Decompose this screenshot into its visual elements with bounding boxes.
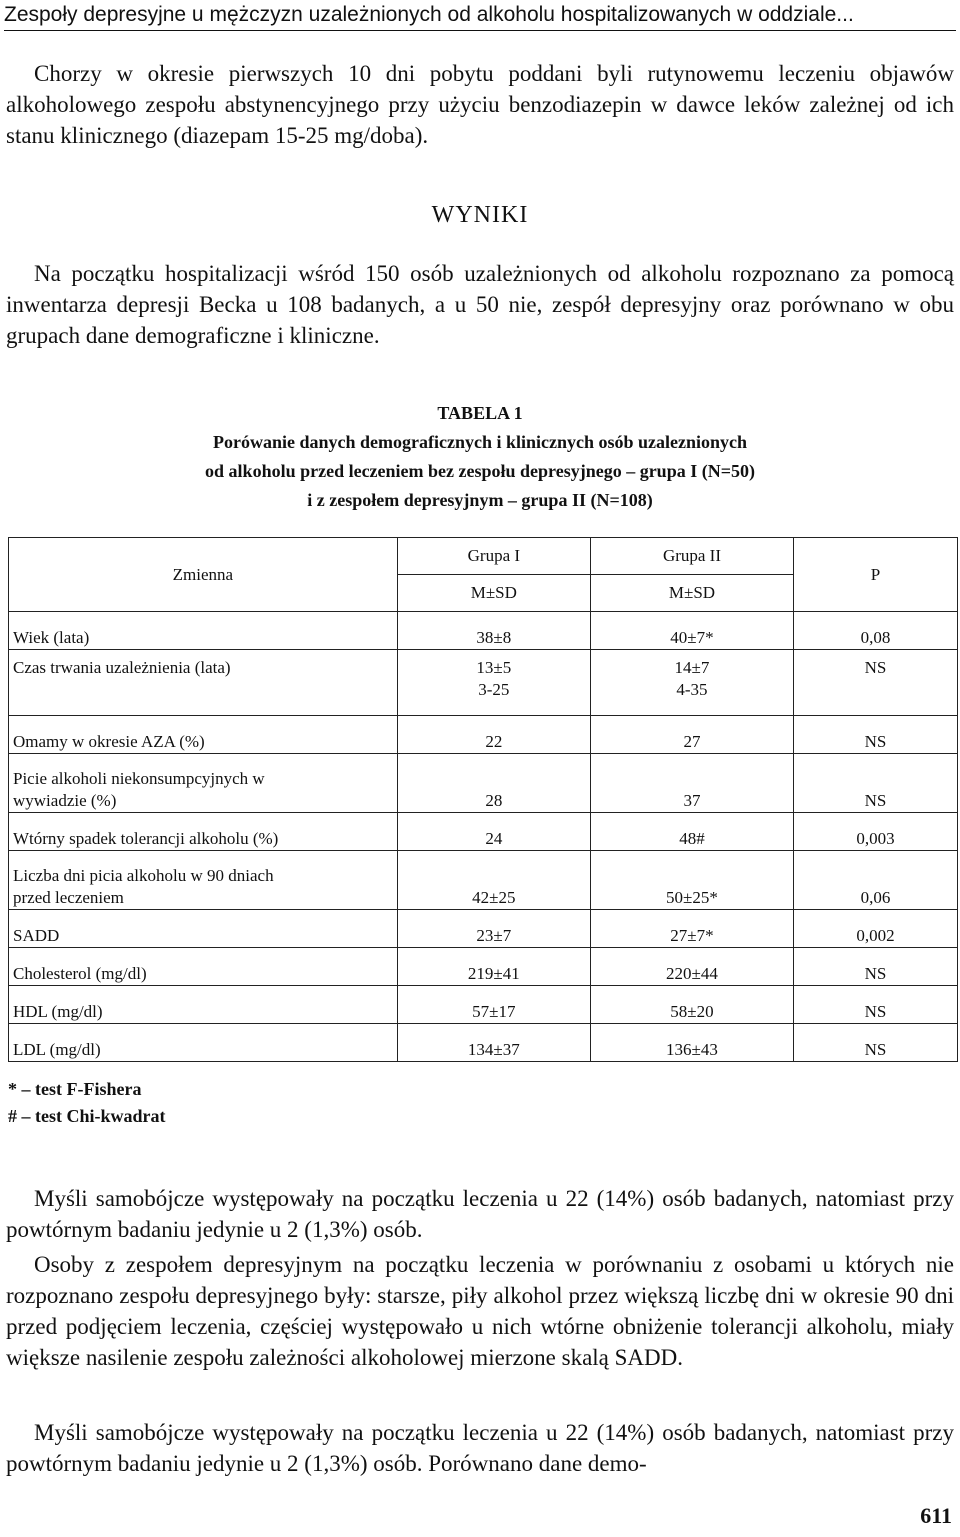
cell-group1-mean: 13±5: [476, 658, 512, 677]
cell-group2: 48#: [591, 813, 794, 851]
header-group2: Grupa II: [591, 538, 794, 575]
running-head: Zespoły depresyjne u mężczyzn uzależnionych od alkoholu hospitalizowanych w oddziale...: [4, 0, 956, 31]
table-caption-line: Porówanie danych demograficznych i klinicznych osób uzaleznionych: [212, 432, 747, 452]
cell-group2-range: 4-35: [676, 680, 708, 699]
footnote-chi-square: # – test Chi-kwadrat: [8, 1106, 166, 1126]
cell-group2: 58±20: [591, 986, 794, 1024]
cell-variable-line: przed leczeniem: [13, 888, 124, 907]
cell-group1: 23±7: [397, 910, 590, 948]
cell-p: NS: [793, 948, 957, 986]
table-row: [9, 650, 958, 716]
cell-group1: 219±41: [397, 948, 590, 986]
results-paragraph: [6, 258, 954, 351]
table-label: TABELA 1: [437, 403, 523, 423]
cell-variable: Omamy w okresie AZA (%): [9, 716, 398, 754]
cell-group2: 220±44: [591, 948, 794, 986]
cell-p: NS: [793, 754, 957, 813]
suicidal-thoughts-paragraph-2: [6, 1417, 954, 1479]
cell-group2-mean: 14±7: [674, 658, 710, 677]
intro-paragraph: [6, 58, 954, 151]
table-caption-line: i z zespołem depresyjnym – grupa II (N=108): [307, 490, 653, 510]
table-row: [9, 948, 958, 986]
cell-group2: 37: [591, 754, 794, 813]
page-number: 611: [920, 1503, 952, 1528]
cell-variable: SADD: [9, 910, 398, 948]
data-table: [8, 537, 958, 1062]
cell-group2: 136±43: [591, 1024, 794, 1062]
section-heading: WYNIKI: [431, 202, 529, 228]
cell-variable: Czas trwania uzależnienia (lata): [9, 650, 398, 716]
results-paragraph-text: Na początku hospitalizacji wśród 150 osób uzależnionych od alkoholu rozpoznano za pomocą inwentarza depresji Becka u 108 badanych, a u 50 nie, zespół depresyjny oraz porównano w obu grupach dane demograficzne i kliniczne.: [6, 261, 954, 348]
header-p: P: [793, 538, 957, 612]
depressed-group-text: Osoby z zespołem depresyjnym na początku leczenia w porównaniu z osobami u których nie rozpoznano zespołu depresyjnego były: starsze, piły alkohol przez większą liczbę dni w okresie 90 dni przed podjęciem leczenia, częściej występowało u nich wtórne obniżenie tolerancji alkoholu, miały większe nasilenie zespołu zależności alkoholowej mierzone skalą SADD.: [6, 1252, 954, 1370]
suicidal-thoughts-text: Myśli samobójcze występowały na początku leczenia u 22 (14%) osób badanych, natomiast przy powtórnym badaniu jedynie u 2 (1,3%) osób.: [6, 1186, 954, 1242]
suicidal-thoughts-paragraph: [6, 1183, 954, 1245]
cell-p: NS: [793, 650, 957, 716]
table-caption-line: od alkoholu przed leczeniem bez zespołu depresyjnego – grupa I (N=50): [205, 461, 755, 481]
table-row: [9, 851, 958, 910]
table-row: [9, 1024, 958, 1062]
cell-p: 0,003: [793, 813, 957, 851]
cell-variable: Wtórny spadek tolerancji alkoholu (%): [9, 813, 398, 851]
suicidal-thoughts-text-2: Myśli samobójcze występowały na początku leczenia u 22 (14%) osób badanych, natomiast przy powtórnym badaniu jedynie u 2 (1,3%) osób. Porównano dane demo-: [6, 1420, 954, 1476]
cell-variable-line: Liczba dni picia alkoholu w 90 dniach: [13, 866, 274, 885]
cell-group2: 40±7*: [591, 612, 794, 650]
table-row: [9, 754, 958, 813]
cell-variable: HDL (mg/dl): [9, 986, 398, 1024]
header-variable: Zmienna: [9, 538, 398, 612]
cell-variable-line: wywiadzie (%): [13, 791, 117, 810]
cell-group1: 24: [397, 813, 590, 851]
cell-group2: [591, 650, 794, 716]
cell-variable: LDL (mg/dl): [9, 1024, 398, 1062]
table-row: [9, 813, 958, 851]
table-caption: [0, 399, 960, 515]
cell-variable-line: Picie alkoholi niekonsumpcyjnych w: [13, 769, 265, 788]
cell-group1: 28: [397, 754, 590, 813]
cell-p: NS: [793, 716, 957, 754]
table-header-row: [9, 538, 958, 575]
cell-group1: 38±8: [397, 612, 590, 650]
cell-group2: 50±25*: [591, 851, 794, 910]
cell-group1: 57±17: [397, 986, 590, 1024]
cell-p: NS: [793, 986, 957, 1024]
cell-variable: [9, 851, 398, 910]
header-stat-group2: M±SD: [591, 575, 794, 612]
cell-group2: 27: [591, 716, 794, 754]
footnote-fisher: * – test F-Fishera: [8, 1079, 142, 1099]
intro-paragraph-text: Chorzy w okresie pierwszych 10 dni pobytu poddani byli rutynowemu leczeniu objawów alkoholowego zespołu abstynencyjnego przy użyciu benzodiazepin w dawce leków zależnej od ich stanu klinicznego (diazepam 15-25 mg/doba).: [6, 61, 954, 148]
table-row: [9, 716, 958, 754]
cell-variable: Wiek (lata): [9, 612, 398, 650]
table-row: [9, 612, 958, 650]
table-footnotes: [8, 1076, 166, 1130]
cell-group1-range: 3-25: [478, 680, 510, 699]
cell-variable: Cholesterol (mg/dl): [9, 948, 398, 986]
table-row: [9, 986, 958, 1024]
cell-group1: 42±25: [397, 851, 590, 910]
depressed-group-paragraph: [6, 1249, 954, 1373]
cell-p: 0,002: [793, 910, 957, 948]
cell-p: 0,08: [793, 612, 957, 650]
cell-p: NS: [793, 1024, 957, 1062]
cell-group1: 22: [397, 716, 590, 754]
table-row: [9, 910, 958, 948]
cell-p: 0,06: [793, 851, 957, 910]
header-stat-group1: M±SD: [397, 575, 590, 612]
cell-group1: [397, 650, 590, 716]
cell-group2: 27±7*: [591, 910, 794, 948]
header-group1: Grupa I: [397, 538, 590, 575]
cell-group1: 134±37: [397, 1024, 590, 1062]
cell-variable: [9, 754, 398, 813]
